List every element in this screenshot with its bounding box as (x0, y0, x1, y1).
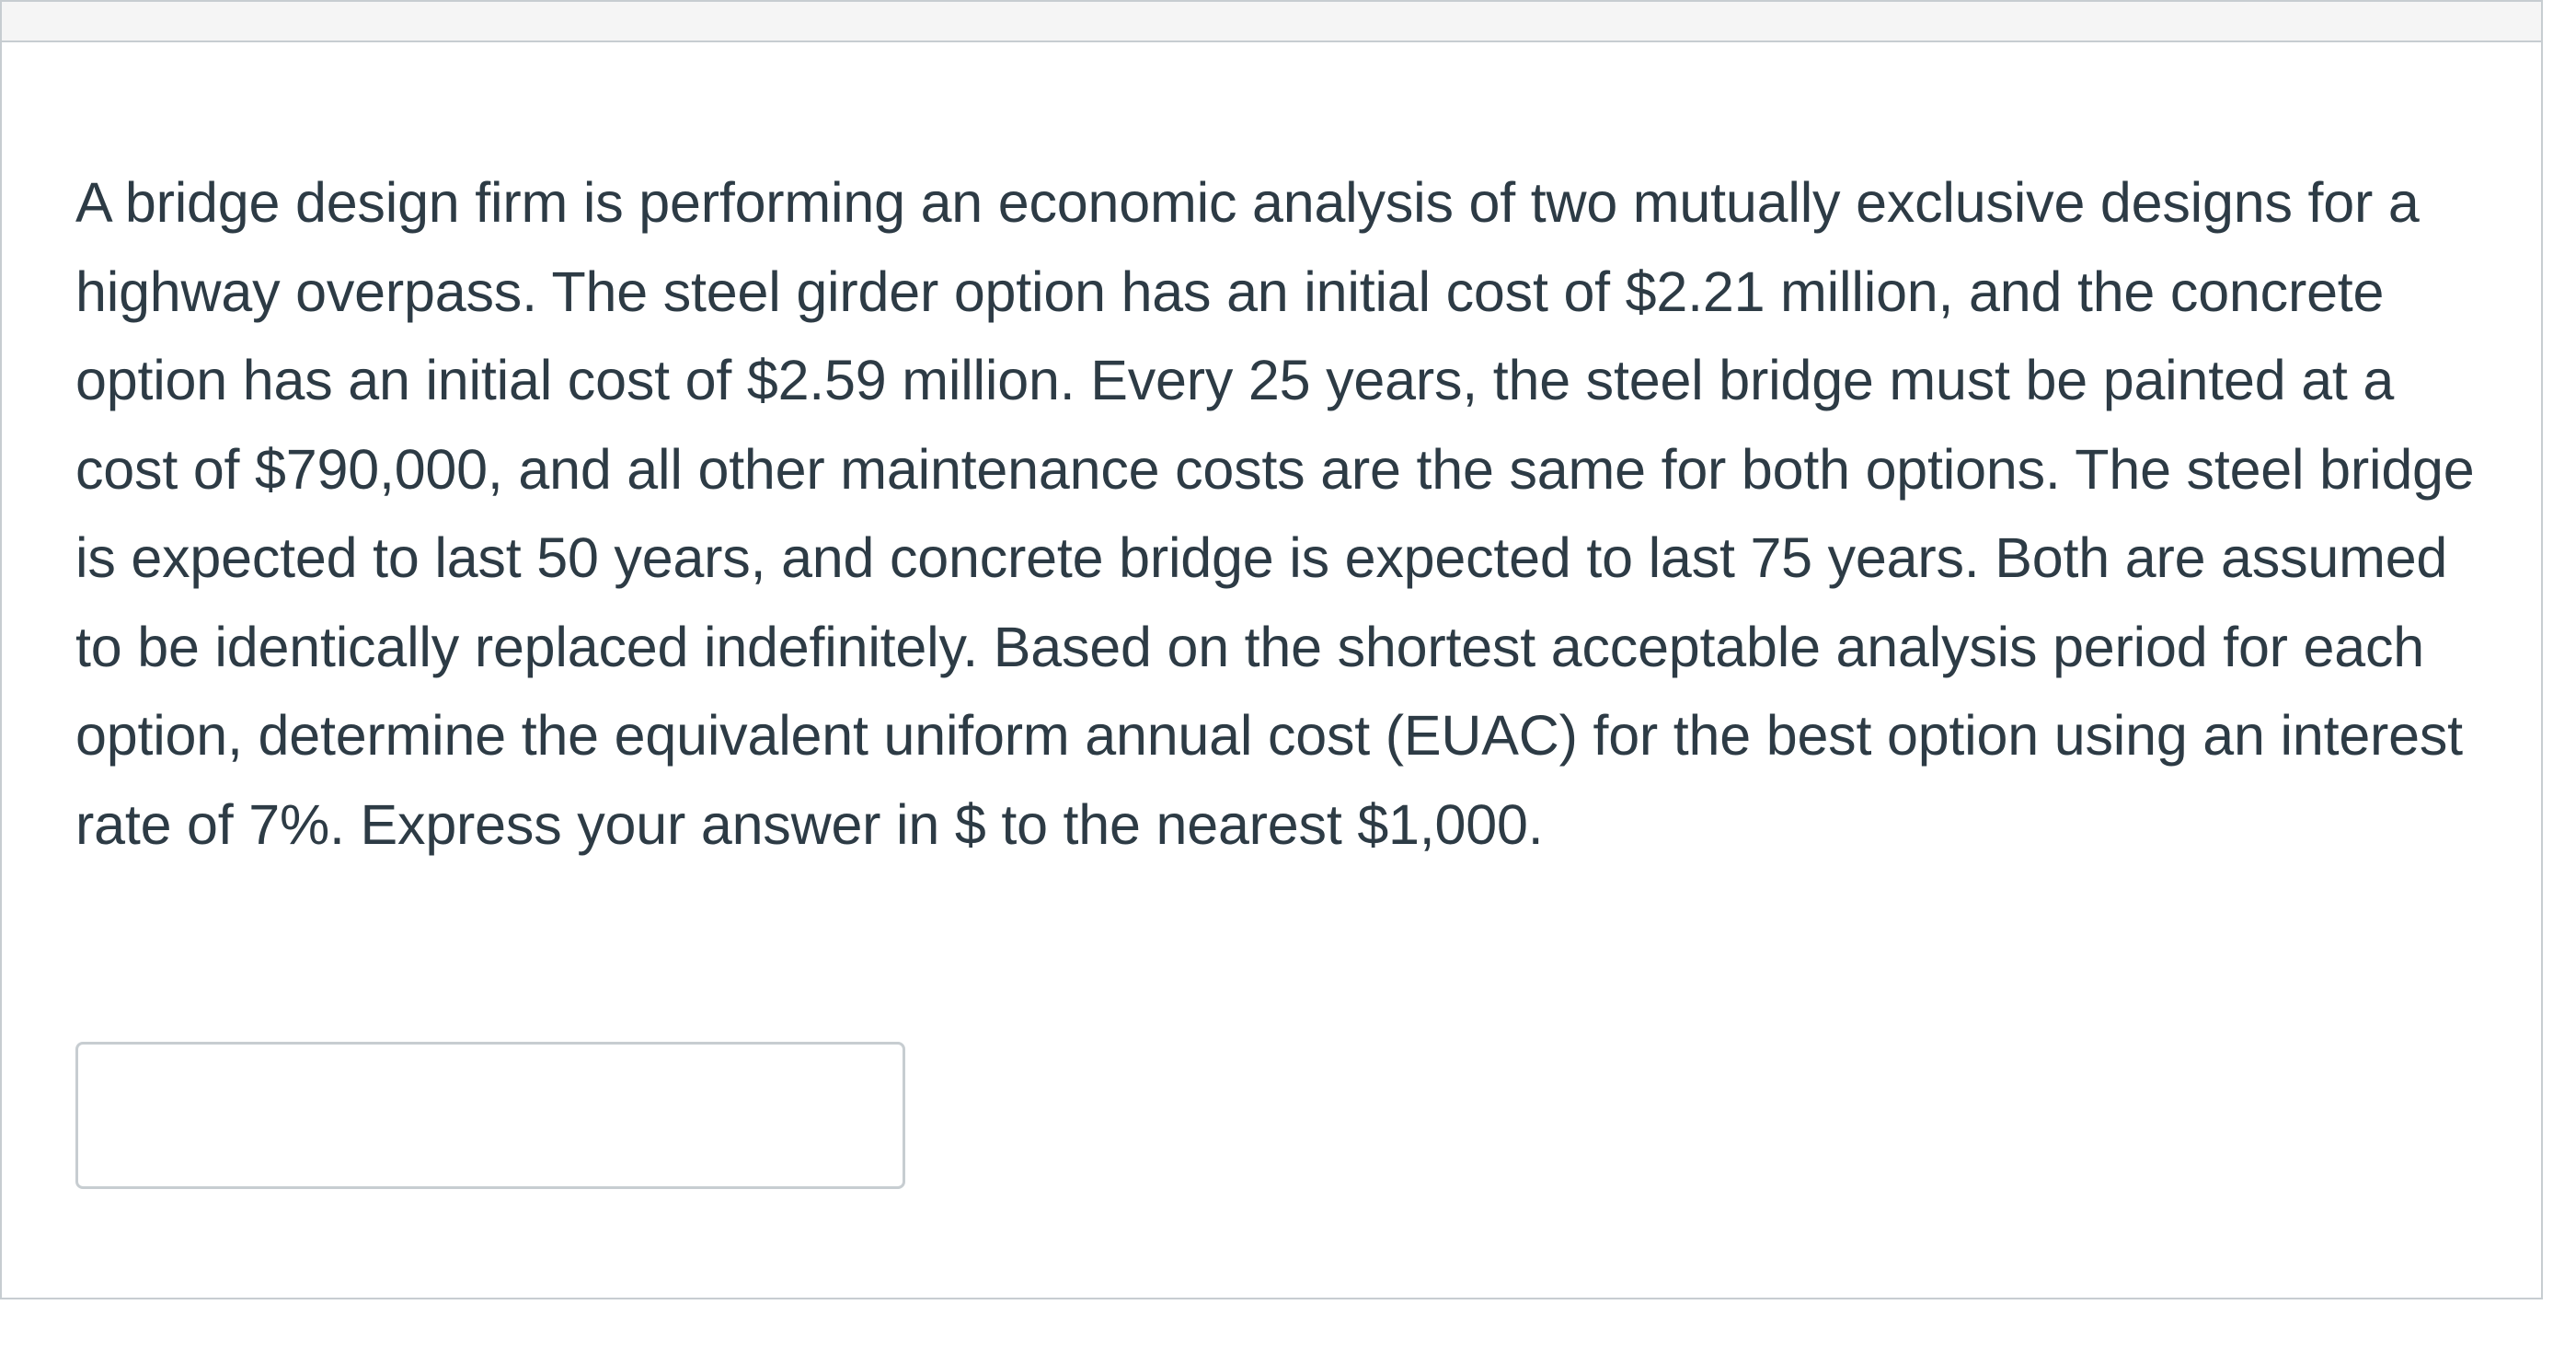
answer-input[interactable] (75, 1042, 905, 1189)
question-text: A bridge design firm is performing an economic analysis of two mutually exclusive designs for a highway overpass. The steel girder option has an initial cost of $2.21 million, and the concrete option has an initial cost of $2.59 million. Every 25 years, the steel bridge must be painted at a cost of $790,000, and all other maintenance costs are the same for both options. The steel bridge is expected to last 50 years, and concrete bridge is expected to last 75 years. Both are assumed to be identically replaced indefinitely. Based on the shortest acceptable analysis period for each option, determine the equivalent uniform annual cost (EUAC) for the best option using an interest rate of 7%. Express your answer in $ to the nearest $1,000. (75, 171, 2475, 856)
question-header (2, 2, 2541, 42)
